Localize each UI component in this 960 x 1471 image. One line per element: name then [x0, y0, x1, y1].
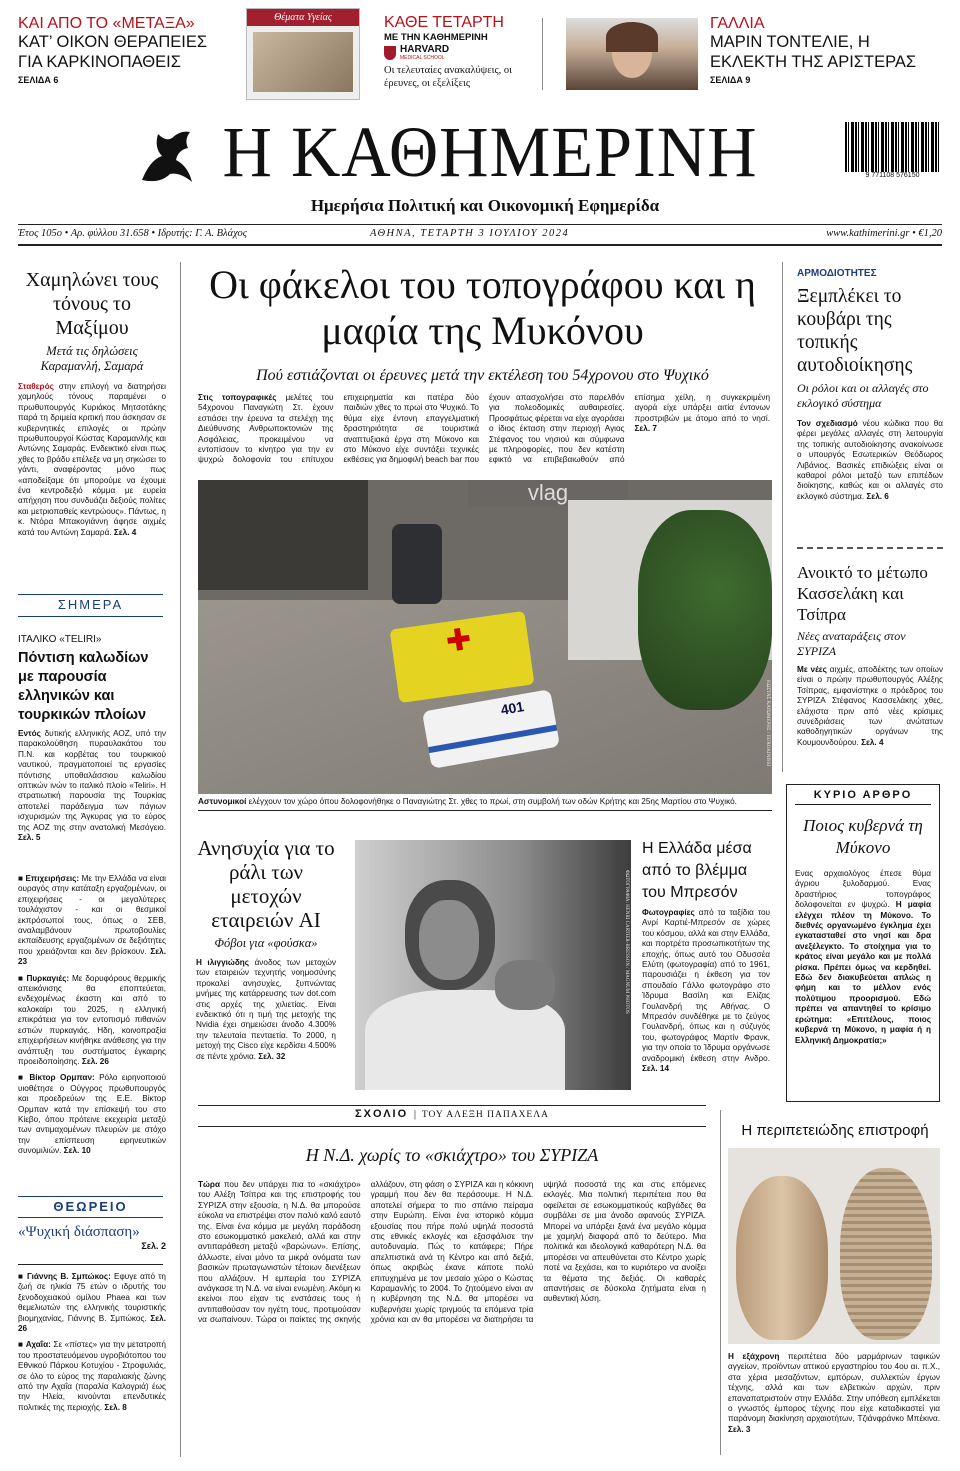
story-lead-word: Η εξάχρονη [728, 1352, 780, 1361]
magazine-cover[interactable] [246, 8, 360, 100]
story-lead-word: Εντός [18, 729, 41, 738]
story-page: Σελ. 3 [728, 1424, 751, 1434]
brief-lead: Αχαΐα: [25, 1340, 51, 1350]
editorial-body [795, 869, 931, 1046]
teaser-kicker: ΚΑΘΕ ΤΕΤΑΡΤΗ [384, 14, 504, 31]
brief-page: Σελ. 26 [81, 1056, 109, 1066]
barcode-bars [845, 122, 940, 172]
teaser-subkicker: ΜΕ ΤΗΝ ΚΑΘΗΜΕΡΙΝΗ [384, 32, 488, 43]
editorial-bold-text: Η μαφία ελέγχει πλέον τη Μύκονο. Το διεθνές οργανωμένο έγκλημα έχει εγκατασταθεί στο νησί και δρα ανεξέλεγκτο. Το στοίχημα για το κράτος είναι μεγάλο και με πολλά ρίσκα. Πρέπει όμως να κερδηθεί. Εδώ δεν διακυβεύεται απλώς η φήμη και το μέλλον ενός πολύτιμου προορισμού. Εδώ πρέπει να απαντηθεί το κρίσιμο ερώτημα: «Επιτέλους, ποιος κυβερνά τη Μύκονο, η μαφία ή η Ελληνική Δημοκρατία;» [795, 900, 931, 1045]
story-text: άνοδος των μετοχών των εταιρειών τεχνητής νοημοσύνης προκαλεί ανησυχίες, ξυπνώντας μνήμες της κατάρρευσης των dot.com στις αρχές της χιλιετίας. Είναι ενδεικτικό ότι η τιμή της μετοχής της Nvidia έχει σημειώσει άνοδο 4.300% την τελευταία πενταετία. Το 2000, η μετοχή της Cisco είχε κερδίσει 4.500% σε πέντε χρόνια. [196, 958, 336, 1061]
elytis-portrait-photo [355, 840, 631, 1090]
bresson-story[interactable] [642, 838, 770, 1075]
theory-title: «Ψυχική διάσπαση» [18, 1224, 140, 1240]
parked-car [392, 524, 442, 604]
brief-text: Με την Ελλάδα να είναι ουραγός στην κατάταξη εργαζομένων, οι επιχειρήσεις - οι μεγαλύτερες τουλάχιστον - και οι θεσμικοί εκπρόσωποί τους, όπως ο ΣΕΒ, αναλαμβάνουν πρωτοβουλίες εκπαίδευσης εργαζομένων σε δεξιότητες που χρειάζονται και δεν βρίσκουν. [18, 874, 166, 956]
brief-lead: Γιάννης Β. Σμπώκος: [26, 1272, 111, 1281]
story-title: Ξεμπλέκει το κουβάρι της τοπικής αυτοδιοίκησης [797, 286, 913, 376]
ai-story[interactable] [196, 836, 336, 1062]
comment-body [198, 1180, 706, 1450]
building-sign: vlag [468, 480, 628, 506]
portrait-photo [566, 18, 698, 90]
brief-lead: Βίκτορ Ορμπαν: [29, 1073, 95, 1083]
story-page: Σελ. 6 [866, 491, 889, 501]
barcode [845, 122, 940, 182]
today-story[interactable] [18, 634, 166, 843]
crime-scene-photo [198, 480, 772, 794]
story-text: δυτικής ελληνικής ΑΟΖ, υπό την παρακολούθηση πυραυλακάτου του Π.Ν. και κορβέτας του τουρκικού ναυτικού, πραγματοποιεί τις εργασίες πόντισης υποθαλάσσιου καλωδίου οπτικών ινών το ιταλικό πλοίο «Teliri». Η στρατιωτική παρουσία της Τουρκίας αποτελεί παράδειγμα των πάγιων ισχυρισμών της Άγκυρας για το εύρος της ΑΟΖ της στην ανατολική Μεσόγειο. [18, 729, 166, 832]
main-page: Σελ. 7 [634, 424, 657, 434]
story-title: Η Ελλάδα μέσα από το βλέμμα του Μπρεσόν [642, 840, 752, 901]
story-body [196, 958, 336, 1062]
brief-text: Εφυγε από τη ζωή σε ηλικία 75 ετών ο ιδρυτής του ξενοδοχειακού ομίλου Phaea και των θεμελιωτών της ελληνικής τουριστικής βιομηχανίας, Γιάννης Β. Σμπώκος. [18, 1272, 166, 1323]
story-body [797, 419, 943, 502]
rule [18, 1217, 163, 1218]
story-lead-word: Σταθερός [18, 382, 54, 391]
story-kicker: ΙΤΑΛΙΚΟ «TELIRI» [18, 634, 102, 645]
column-divider [180, 262, 181, 1457]
caption-lead-word: Αστυνομικοί [198, 797, 247, 806]
brief-text: Σε «πίστες» για την μετατροπή του προστατευόμενου υγροβιότοπου του Εθνικού Πάρκου Κοτυχίου - Στροφυλιάς, σε όλο το εύρος της παραλιακής ζώνης από την Αχαΐα (παραλία Καλογριά) έως την Ηλεία, κινούνται επενδυτικές πολιτικές της περιοχής. [18, 1340, 166, 1412]
editorial-text: Ενας αρχαιολόγος έπεσε θύμα άγριου ξυλοδαρμού. Ενας δραστήριος τοπογράφος δολοφονείται εν ψυχρώ. [795, 869, 931, 910]
brief-page: Σελ. 8 [104, 1402, 127, 1412]
theory-page: Σελ. 2 [141, 1241, 166, 1251]
vase-body [728, 1352, 940, 1435]
teaser-title: ΜΑΡΙΝ ΤΟΝΤΕΛΙΕ, Η ΕΚΛΕΚΤΗ ΤΗΣ ΑΡΙΣΤΕΡΑΣ [710, 33, 917, 71]
column-divider [720, 1110, 721, 1455]
story-page: Σελ. 4 [861, 737, 884, 747]
brief-page: Σελ. 10 [63, 1146, 91, 1156]
brief-lead: Επιχειρήσεις: [25, 874, 80, 883]
police-car-number: 401 [499, 698, 526, 718]
story-subtitle: Οι ρόλοι και οι αλλαγές στο εκλογικό σύστημα [797, 381, 929, 410]
harvard-brand: HARVARD [400, 44, 450, 55]
teaser-kicker: ΚΑΙ ΑΠΟ ΤΟ «ΜΕΤΑΞΑ» [18, 15, 195, 32]
teaser-title: Οι τελευταίες ανακαλύψεις, οι έρευνες, οι εξελίξεις [384, 65, 512, 89]
masthead-subtitle: Ημερήσια Πολιτική και Οικονομική Εφημερίδα [310, 196, 660, 215]
story-page: Σελ. 5 [18, 833, 41, 843]
brief-item[interactable]: ■ Βίκτορ Ορμπαν: Ρόλο ειρηνοποιού υιοθέτησε ο Ούγγρος πρωθυπουργός και προεδρεύων της Ε.Ε. Βίκτορ Ορμπαν κατά την επίσκεψή του στο Κίεβο, όπου πρότεινε εκεχειρία μεταξύ των αντιμαχομένων πλευρών με στόχο την επίσπευση ειρηνευτικών συνομιλιών. Σελ. 10 [18, 1073, 166, 1156]
dateline-bottom-rule [18, 244, 942, 246]
masthead-title[interactable]: Η ΚΑΘΗΜΕΡΙΝΗ [222, 112, 758, 192]
comment-title[interactable]: Η Ν.Δ. χωρίς το «σκιάχτρο» του ΣΥΡΙΖΑ [305, 1145, 599, 1165]
portrait-credit: ΦΩΤΟΓΡΑΦΙΑ: HENRI CARTIER-BRESSON / MAGNUM PHOTOS [624, 870, 629, 1014]
vase-left [736, 1176, 828, 1340]
main-body [198, 393, 770, 473]
story-body [18, 382, 166, 538]
dateline-right[interactable]: www.kathimerini.gr • €1,20 [826, 228, 942, 239]
comment-text: που δεν υπάρχει πια το «σκιάχτρο» του Αλέξη Τσίπρα και της επιστροφής του ΣΥΡΙΖΑ στην εξουσία, η Ν.Δ. θα μπορούσε εύκολα να επιστρέψει στον παλιό καλό εαυτό της. Είναι ένα κόμμα με μεγάλη παράδοση στο εσωκομματικό μακελειό, αλλά και στην αντιπαράθεση μεταξύ «βαρώνων». Επίσης, άλλωστε, είναι μόνο τα μικρά ονόματα των βασικών πρωταγωνιστών τέτοιων διενέξεων που αλλάζουν. Η εμπειρία του ΣΥΡΙΖΑ ανάγκασε τη Ν.Δ. να είναι ενωμένη. Ακόμη κι εκείνοι που είχαν τις ενστάσεις τους ή αντιπαθούσαν τον ηγέτη τους, προτιμούσαν να σωπαίνουν. Τώρα οι παίκτες της σκηνής αλλάζουν, στη φάση ο ΣΥΡΙΖΑ και η κόκκινη γραμμή που δεν θα περάσουμε. Η Ν.Δ. αποτελεί σήμερα το πιο σπάνιο πείραμα στην Ευρώπη. Είναι ένα ιστορικό κόμμα εξουσίας που πήρε πολύ υψηλά ποσοστά στις εθνικές εκλογές και εξασφάλισε την αυτοδυναμία. Πώς το κατάφερε; Πήρε απελπιστικά ανά τη Κέντρο και από δεξιά, όπως ακριβώς έκανε κάποτε πολύ επιτυχημένα με τον μεσαίο χώρο ο Κώστας Καραμανλής το 2004. Το ζητούμενο είναι αν η κυβέρνηση της Ν.Δ. θα μπορέσει να κυβερνήσει χωρίς τριγμούς τα επόμενα τρία χρόνια και αν θα μπορέσει να διατηρήσει τα υψηλά ποσοστά της και στις επόμενες εκλογές. Μια πολιτική περιπέτεια που θα οφείλεται σε εσωκομματικούς καβγάδες θα συμβάλει σε μια άνοδο αφανούς ΣΥΡΙΖΑ. Μπορεί να υπάρξει ξανά ένα μεγάλο κόμμα με χαμηλή διαφορά από το δεύτερο. Μια πολιτικά και ιδεολογικά καθαρότερη Ν.Δ. θα μπορέσει να απευθύνεται στο Κέντρο χωρίς ποτέ να ξεχάσει, και το κυριότερο να ανοίξει τα θέματα της δεξιάς. Οι καθαρές απαντήσεις σε δύσκολα ζητήματα είναι η αυθεντική λύση. [198, 1180, 706, 1325]
rule [198, 1105, 706, 1106]
comment-label: ΣΧΟΛΙΟ [355, 1108, 409, 1120]
rule [198, 810, 772, 811]
rule [18, 616, 163, 617]
brief-page: Σελ. 26 [18, 1313, 166, 1334]
story-text: στην επιλογή να διατηρήσει χαμηλούς τόνους παραμένει ο πρωθυπουργός Κυριάκος Μητσοτάκης παρά τη δριμεία κριτική που άσκησαν σε κυβερνητικές επιλογές οι πρώην πρωθυπουργοί Κώστας Καραμανλής και Αντώνης Σαμαράς. Ενδεικτικό είναι πως χθες το βράδυ επέλεξε να μη σηκώσει το γάντι, αναφέροντας μόνο πως «αποδείξαμε ότι μπορούμε να έχουμε ένα κεντροδεξιό κόμμα με ευρεία απήχηση που συνδυάζει δεξιούς πολίτες και μετριοπαθείς κεντρώους». Πάντως, η κ. Ντόρα Μπακογιάννη άφησε αιχμές κατά του Αντώνη Σαμαρά. [18, 382, 166, 537]
story-body [797, 665, 943, 748]
teaser-page: ΣΕΛΙΔΑ 9 [710, 75, 751, 85]
vase-title[interactable]: Η περιπετειώδης επιστροφή [741, 1122, 929, 1139]
theory-label: ΘΕΩΡΕΙΟ [53, 1199, 128, 1214]
theory-story[interactable] [18, 1224, 166, 1251]
brief-item[interactable]: ■ Επιχειρήσεις: Με την Ελλάδα να είναι ουραγός στην κατάταξη εργαζομένων, οι επιχειρήσεις - οι μεγαλύτερες τουλάχιστον - και οι θεσμικοί εκπρόσωποί τους, όπως ο ΣΕΒ, αναλαμβάνουν πρωτοβουλίες εκπαίδευσης εργαζομένων σε δεξιότητες που χρειάζονται και δεν βρίσκουν. Σελ. 23 [18, 874, 166, 967]
left-lead-story[interactable] [18, 268, 166, 538]
right-story-1[interactable] [797, 268, 943, 502]
story-lead-word: Φωτογραφίες [642, 908, 695, 917]
right-story-2[interactable] [797, 562, 943, 748]
vases-photo [728, 1148, 940, 1344]
story-subtitle: Μετά τις δηλώσεις Καραμανλή, Σαμαρά [40, 344, 144, 373]
shield-icon [384, 46, 396, 60]
divider [542, 18, 543, 90]
story-lead-word: Τον σχεδιασμό [797, 419, 858, 428]
rule [18, 594, 163, 595]
top-teaser-2[interactable] [384, 14, 534, 90]
harvard-logo [384, 45, 534, 61]
rule [18, 1196, 163, 1197]
story-text: αιχμές, αποδέκτης των οποίων είναι ο πρώην πρωθυπουργός Αλέξης Τσίπρας, εμφανίστηκε ο πρόεδρος του ΣΥΡΙΖΑ Στέφανος Κασσελάκης χθες, ελάχιστα πριν από νέες κρίσιμες συνεδριάσεις των ανώτατων καθοδηγητικών οργάνων της Κουμουνδούρου. [797, 665, 943, 747]
story-text: νέου κώδικα που θα φέρει μεγάλες αλλαγές στη λειτουργία της τοπικής αυτοδιοίκησης ανακοίνωσε ο υπουργός Εσωτερικών Θεόδωρος Λιβάνιος. Βασικές επιδιώξεις είναι οι καθαροί ρόλοι μεταξύ των επιπέδων διοίκησης, καθώς και οι αλλαγές στο εκλογικό σύστημα. [797, 419, 943, 501]
harvard-brand-sub: MEDICAL SCHOOL [400, 55, 445, 61]
vase-right [840, 1168, 932, 1340]
teaser-kicker: ΓΑΛΛΙΑ [710, 15, 765, 32]
caption-text: ελέγχουν τον χώρο όπου δολοφονήθηκε ο Παναγιώτης Στ. χθες το πρωί, στη συμβολή των οδών Κρήτης και 25ης Μαρτίου στο Ψυχικό. [248, 797, 737, 806]
teaser-title: ΚΑΤ’ ΟΙΚΟΝ ΘΕΡΑΠΕΙΕΣ ΓΙΑ ΚΑΡΚΙΝΟΠΑΘΕΙΣ [18, 33, 208, 71]
building-left [198, 480, 368, 590]
brief-item[interactable]: ■ Αχαΐα: Σε «πίστες» για την μετατροπή του προστατευόμενου υγροβιότοπου του Εθνικού Πάρκου Κοτυχίου - Στροφυλιάς, σε όλο το εύρος της παραλιακής ζώνης από την Αχαΐα (παραλία Καλογριά) έως την Ηλεία, κινούνται επενδυτικές πολιτικές της περιοχής. Σελ. 8 [18, 1340, 166, 1412]
main-lead-word: Στις τοπογραφικές [198, 393, 277, 402]
brief-page: Σελ. 23 [18, 946, 166, 967]
top-teaser-3[interactable] [710, 14, 950, 85]
story-lead-word: Με νέες [797, 665, 827, 674]
story-subtitle: Νέες αναταράξεις στον ΣΥΡΙΖΑ [797, 629, 906, 658]
story-title: Ανησυχία για το ράλι των μετοχών εταιρειών AI [197, 836, 335, 932]
story-page: Σελ. 14 [642, 1064, 670, 1074]
story-text: από τα ταξίδια του Ανρί Καρτιέ-Μπρεσόν σε χώρες του κόσμου, αλλά και στην Ελλάδα, και πορτρέτα προσωπικοτήτων της εποχής, όπως αυτό του Οδυσσέα Ελύτη (φωτογραφία) από το 1961, παρουσιάζει η έκθεση για τον σπουδαίο Γάλλο φωτογράφο στο Ίδρυμα Βασίλη και Ελίζας Γουλανδρή της Αθήνας. Ο Μπρεσόν συνδέθηκε με το ζεύγος Γουλανδρή, όπως και η σύζυγός του, φωτογράφος Μαρτίν Φρανκ, για την οποία το Ίδρυμα οργάνωσε αναδρομική έκθεση στην Ανδρο. [642, 908, 770, 1063]
story-subtitle: Φόβοι για «φούσκα» [214, 936, 318, 950]
hand-shape [495, 960, 555, 1010]
story-title: Πόντιση καλωδίων με παρουσία ελληνικών και τουρκικών πλοίων [18, 650, 149, 723]
comment-header: ΣΧΟΛΙΟ | ΤΟΥ ΑΛΕΞΗ ΠΑΠΑΧΕΛΑ [355, 1108, 549, 1120]
main-subhead: Πού εστιάζονται οι έρευνες μετά την εκτέλεση του 54χρονου στο Ψυχικό [256, 367, 709, 384]
comment-author: ΤΟΥ ΑΛΕΞΗ ΠΑΠΑΧΕΛΑ [421, 1110, 549, 1120]
story-page: Σελ. 4 [113, 527, 137, 537]
rule [18, 1264, 163, 1265]
griffin-logo-icon [132, 120, 202, 190]
dateline-top-rule [18, 224, 942, 225]
main-text: μελέτες του 54χρονου Παναγιώτη Στ. έχουν εστιάσει την έρευνα τα στελέχη της Διεύθυνσης Ανθρωποκτονιών της Ασφάλειας, προκειμένου να εντοπίσουν το κίνητρο για την εν ψυχρώ δολοφονία του επίτυχου επιχειρηματία και πατέρα δύο παιδιών χθες το πρωί στο Ψυχικό. Το θύμα είχε έντονη επαγγελματική δραστηριότητα σε τουριστικά αναπτυξιακά έργα στη Μύκονο και στο Μύκονο είχε συντάξει τεχνικές εκθέσεις για δημοφιλή beach bar που έχουν απασχολήσει στο παρελθόν για πολεοδομικές αυθαιρεσίες. Προσφάτως φέρεται να είχε αγοράσει ο ίδιος έκταση στην περιοχή Αγιος Στέφανος του νησιού και σύμφωνα με πληροφορίες, που δεν κατέστη εφικτό να επιβεβαιωθούν από επίσημα χείλη, η συγκεκριμένη αγορά είχε υπάρξει αιτία έντονων προστριβών με άτομο από το νησί. [198, 393, 770, 465]
photo-caption [198, 797, 772, 807]
story-title: Ανοικτό το μέτωπο Κασσελάκη και Τσίπρα [797, 563, 928, 624]
story-lead-word: Η ιλιγγιώδης [196, 958, 250, 967]
comment-lead-word: Τώρα [198, 1180, 221, 1189]
hair-shape [606, 22, 658, 52]
magazine-cover-image [253, 32, 353, 92]
magazine-title: Θέματα Υγείας [247, 9, 359, 26]
brief-text: Με δορυφόρους θερμικής απεικόνισης θα εποπτεύεται, ενδεχομένως έκαστη και από το καλοκαίρι του 2025, η ελληνική επικράτεια για τον εντοπισμό πιθανών εστιών πυρκαγιάς. Ηδη, κοινοπραξία επιχειρήσεων κινήθηκε ανάθεσης για την ανάπτυξη του συστήματος έγκαιρης προειδοποίησης. [18, 973, 166, 1066]
story-text: περιπέτεια δύο μαρμάρινων ταφικών αγγείων, προϊόντων αττικού εργαστηρίου του 4ου αι. π.Χ., στα χέρια μεσαζόντων, εμπόρων, συλλεκτών έργων τέχνης, αλλά και των ελβετικών αρχών, πριν επαναπατριστούν στην Ελλάδα. Στην υπόθεση εμπλέκεται ο γνωστός έμπορος τέχνης που είχε καταδικαστεί για παράνομη διακίνηση αρχαιοτήτων, Τζιάνφράνκο Μπέκινα. [728, 1352, 940, 1424]
dotted-rule [797, 547, 943, 549]
dateline-left: Έτος 105ο • Αρ. φύλλου 31.658 • Ιδρυτής: Γ. Α. Βλάχος [18, 228, 248, 239]
rule [198, 1126, 706, 1127]
brief-item[interactable]: ■ Γιάννης Β. Σμπώκος: Εφυγε από τη ζωή σε ηλικία 75 ετών ο ιδρυτής του ξενοδοχειακού ομίλου Phaea και των θεμελιωτών της ελληνικής τουριστικής βιομηχανίας, Γιάννης Β. Σμπώκος. Σελ. 26 [18, 1272, 166, 1334]
editorial-title: Ποιος κυβερνά τη Μύκονο [803, 816, 923, 857]
face-highlight [419, 900, 479, 980]
theory-briefs [18, 1272, 166, 1413]
editorial-label: ΚΥΡΙΟ ΑΡΘΡΟ [795, 789, 931, 805]
teaser-page: ΣΕΛΙΔΑ 6 [18, 75, 59, 85]
column-divider [782, 262, 783, 772]
brief-lead: Πυρκαγιές: [26, 973, 70, 983]
brief-item[interactable]: ■ Πυρκαγιές: Με δορυφόρους θερμικής απεικόνισης θα εποπτεύεται, ενδεχομένως έκαστη και από το καλοκαίρι του 2025, η ελληνική επικράτεια για τον εντοπισμό πιθανών εστιών πυρκαγιάς. Ηδη, κοινοπραξία επιχειρήσεων κινήθηκε ανάθεσης για την ανάπτυξη του συστήματος έγκαιρης προειδοποίησης. Σελ. 26 [18, 973, 166, 1066]
section-label: ΑΡΜΟΔΙΟΤΗΤΕΣ [797, 268, 877, 279]
photo-credit: ΚΩΣΤΑΣ ΚΑΤΩΜΕΡΗΣ / EUROKINISSI [765, 680, 770, 767]
brief-text: Ρόλο ειρηνοποιού υιοθέτησε ο Ούγγρος πρωθυπουργός και προεδρεύων της Ε.Ε. Βίκτορ Ορμπαν κατά την επίσκεψή του στο Κίεβο, όπου πρότεινε εκεχειρία μεταξύ των αντιμαχομένων πλευρών με στόχο την επίσπευση ειρηνευτικών συνομιλιών. [18, 1073, 166, 1156]
barcode-number: 9 771108 576150 [865, 172, 920, 179]
story-page: Σελ. 32 [258, 1051, 286, 1061]
editorial-box[interactable] [786, 784, 940, 1102]
today-label: ΣΗΜΕΡΑ [57, 597, 124, 612]
story-title: Χαμηλώνει τους τόνους το Μαξίμου [25, 269, 159, 339]
top-teaser-1[interactable] [18, 14, 223, 85]
trees [638, 510, 772, 710]
story-body [18, 729, 166, 843]
main-headline[interactable]: Οι φάκελοι του τοπογράφου και η μαφία της Μυκόνου [209, 262, 756, 353]
dateline-center: ΑΘΗΝΑ, ΤΕΤΑΡΤΗ 3 ΙΟΥΛΙΟΥ 2024 [370, 228, 570, 239]
story-body [642, 908, 770, 1075]
red-cross-icon [446, 627, 471, 652]
brief-list [18, 874, 166, 1157]
